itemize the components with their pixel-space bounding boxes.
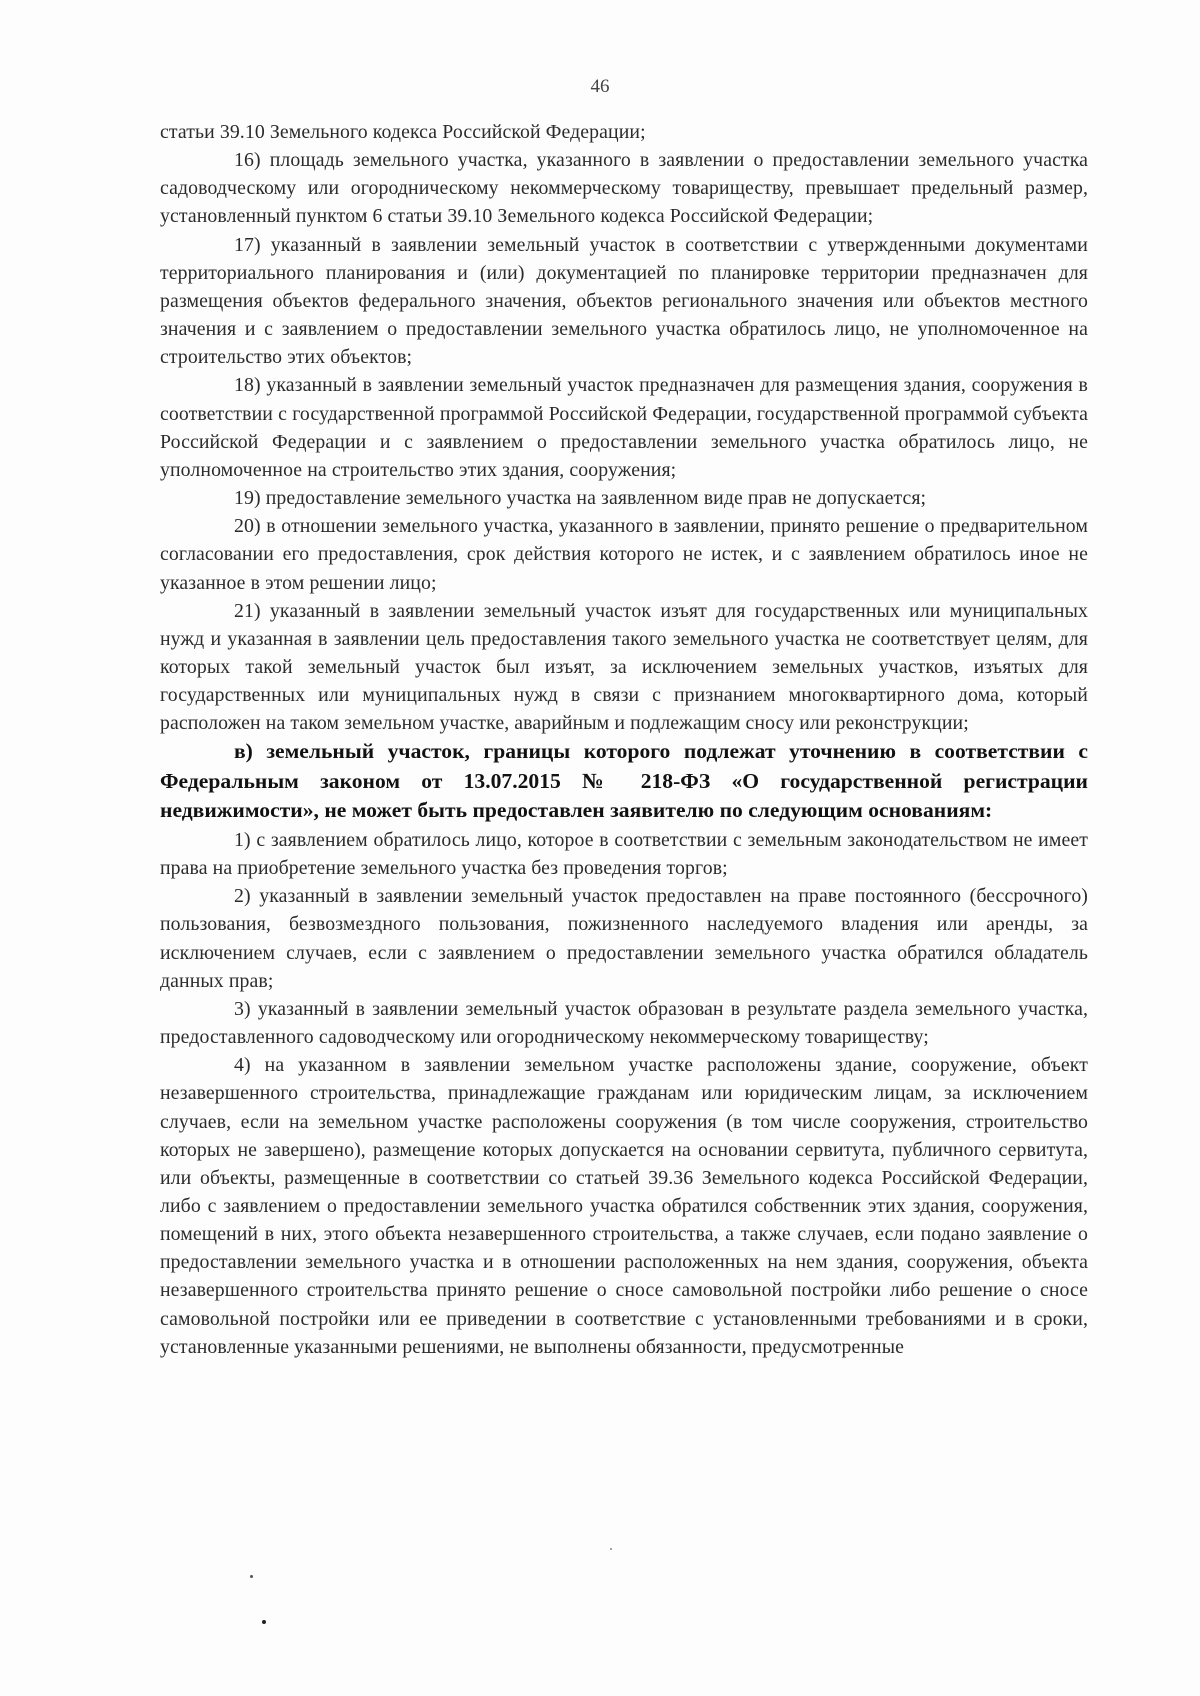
paragraph-item-17: 17) указанный в заявлении земельный участок в соответствии с утвержденными документами территориального планирования и (или) документацией по планировке территории предназначен для размещения объектов федерального значения, объектов регионального значения или объектов местного значения и с заявлением о предоставлении земельного участка обратилось лицо, не уполномоченное на строительство этих объектов; xyxy=(160,233,1088,369)
scan-speck xyxy=(262,1620,266,1624)
scan-speck xyxy=(610,1548,612,1550)
section-heading-v: в) земельный участок, границы которого подлежат уточнению в соответствии с Федеральным законом от 13.07.2015 № 218-ФЗ «О государственной регистрации недвижимости», не может быть предоставлен заявителю по следующим основаниям: xyxy=(160,739,1088,823)
paragraph-item-4: 4) на указанном в заявлении земельном участке расположены здание, сооружение, объект незавершенного строительства, принадлежащие гражданам или юридическим лицам, за исключением случаев, если на земельном участке расположены сооружения (в том числе сооружения, строительство которых не завершено), размещение которых допускается на основании сервитута, публичного сервитута, или объекты, размещенные в соответствии со статьей 39.36 Земельного кодекса Российской Федерации, либо с заявлением о предоставлении земельного участка обратился собственник этих здания, сооружения, помещений в них, этого объекта незавершенного строительства, а также случаев, если подано заявление о предоставлении земельного участка и в отношении расположенных на нем здания, сооружения, объекта незавершенного строительства принято решение о сносе самовольной постройки либо решение о сносе самовольной постройки или ее приведении в соответствие с установленными требованиями и в сроки, установленные указанными решениями, не выполнены обязанности, предусмотренные xyxy=(160,1054,1088,1358)
paragraph-item-1: 1) с заявлением обратилось лицо, которое в соответствии с земельным законодательством не имеет права на приобретение земельного участка без проведения торгов; xyxy=(160,828,1088,880)
document-body xyxy=(160,118,1088,1361)
page-number: 46 xyxy=(590,76,610,97)
scan-speck xyxy=(250,1575,253,1578)
paragraph-item-20: 20) в отношении земельного участка, указанного в заявлении, принято решение о предварительном согласовании его предоставления, срок действия которого не истек, и с заявлением обратилось иное не указанное в этом решении лицо; xyxy=(160,515,1088,594)
paragraph-item-21: 21) указанный в заявлении земельный участок изъят для государственных или муниципальных нужд и указанная в заявлении цель предоставления такого земельного участка не соответствует целям, для которых такой земельный участок был изъят, за исключением земельных участков, изъятых для государственных или муниципальных нужд в связи с признанием многоквартирного дома, который расположен на таком земельном участке, аварийным и подлежащим сносу или реконструкции; xyxy=(160,599,1088,735)
paragraph-intro: статьи 39.10 Земельного кодекса Российской Федерации; xyxy=(160,121,646,143)
paragraph-item-3: 3) указанный в заявлении земельный участок образован в результате раздела земельного участка, предоставленного садоводческому или огородническому некоммерческому товариществу; xyxy=(160,997,1088,1049)
paragraph-item-2: 2) указанный в заявлении земельный участок предоставлен на праве постоянного (бессрочного) пользования, безвозмездного пользования, пожизненного наследуемого владения или аренды, за исключением случаев, если с заявлением о предоставлении земельного участка обратился обладатель данных прав; xyxy=(160,885,1088,992)
paragraph-item-16: 16) площадь земельного участка, указанного в заявлении о предоставлении земельного участка садоводческому или огородническому некоммерческому товариществу, превышает предельный размер, установленный пунктом 6 статьи 39.10 Земельного кодекса Российской Федерации; xyxy=(160,149,1088,228)
paragraph-item-18: 18) указанный в заявлении земельный участок предназначен для размещения здания, сооружения в соответствии с государственной программой Российской Федерации, государственной программой субъекта Российской Федерации и с заявлением о предоставлении земельного участка обратилось лицо, не уполномоченное на строительство этих здания, сооружения; xyxy=(160,374,1088,481)
paragraph-item-19: 19) предоставление земельного участка на заявленном виде прав не допускается; xyxy=(234,487,927,510)
